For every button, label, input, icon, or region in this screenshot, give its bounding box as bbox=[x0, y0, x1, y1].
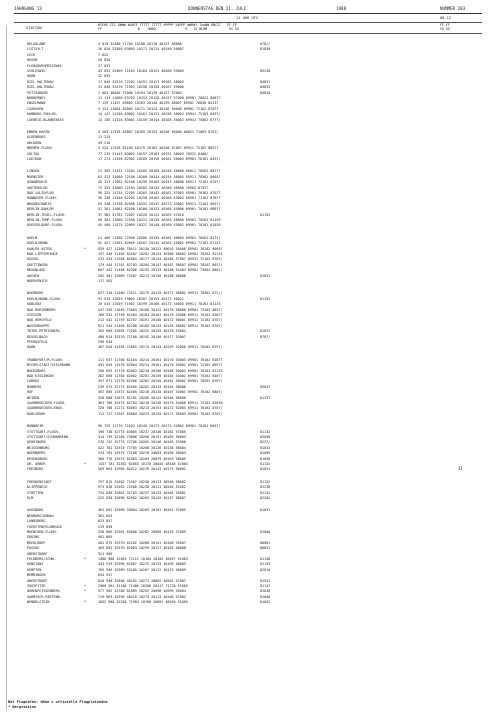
station-name: KLIPPENECK bbox=[27, 485, 48, 490]
observation-code: 157 430 11365 82507 10201 20124 40166 56002 69901 70262 81153 bbox=[98, 252, 223, 256]
station-name: OBERSTDORF bbox=[27, 578, 48, 583]
station-row bbox=[0, 600, 504, 605]
observation-code: 62 313 31660 72100 10200 20144 40154 56005 69911 70562 86037 bbox=[98, 174, 221, 179]
station-name: MANNHEIM bbox=[27, 424, 44, 429]
wind-code: 81132 bbox=[260, 479, 271, 484]
observation-code: 296 626 bbox=[98, 340, 113, 344]
station-name: FRANKFURT/M-FLUGH. bbox=[27, 357, 64, 362]
wind-code: 8237/ bbox=[260, 440, 271, 445]
station-name: DEUSELBACH bbox=[27, 334, 48, 339]
observation-code: 231 434 11958 82004 10177 20144 40166 57007 69931 72162 8707/ bbox=[98, 257, 223, 262]
station-name: MUENCHEN-FLUGH. bbox=[27, 530, 58, 534]
wind-column-header: FF-FF bbox=[440, 23, 450, 27]
mountain-marker: * bbox=[84, 462, 87, 466]
observation-code: 91 513 32659 79603 10207 20153 40172 50021 bbox=[98, 296, 184, 301]
year-label: 1988 bbox=[336, 6, 347, 11]
station-name: ENGELMANN bbox=[27, 101, 46, 106]
wind-code: 83048 bbox=[260, 435, 271, 439]
wind-code: 81238 bbox=[260, 485, 271, 490]
observation-code: 921 544 11460 82208 10165 20143 40154 50002 69911 70162 8707/ bbox=[98, 323, 223, 328]
station-name: MICHELSTADT/VIELBRUNN bbox=[27, 363, 70, 368]
observation-code: 45 400 11575 32009 10227 20140 40166 55002 69901 70162 81830 bbox=[98, 223, 221, 228]
observation-code: 111 637 11760 82104 10214 20161 40170 53003 69901 70162 82877 bbox=[98, 357, 223, 362]
observation-code: 31 046 32470 71903 10196 20150 40167 59006 bbox=[98, 85, 184, 90]
station-name: FREUDENSTADT bbox=[27, 479, 52, 484]
station-row bbox=[0, 157, 504, 162]
observation-code: 839 427 11366 78411 10150 20122 40610 55000 69901 70162 86657 bbox=[98, 246, 223, 251]
station-name: MUENSTER bbox=[27, 174, 44, 179]
station-name: GIESSEN bbox=[27, 313, 42, 317]
observation-code: 11 219 bbox=[98, 135, 111, 140]
station-name: BAD HERSFELD bbox=[27, 318, 52, 323]
station-name: CUXHAVEN bbox=[27, 106, 44, 111]
observation-code: 5 131 11664 83005 10171 20124 40146 56008 69901 72162 87077 bbox=[98, 106, 219, 111]
mountain-marker: * bbox=[84, 584, 87, 588]
side-note: 31 bbox=[458, 466, 463, 471]
wind-code: 8707/ bbox=[260, 334, 271, 339]
observation-code: 17 045 32570 72202 10191 20123 40162 58005 bbox=[98, 79, 184, 84]
observation-code: 269 803 32980 82412 10276 20143 40175 56002 bbox=[98, 467, 186, 472]
station-column-header: STATION bbox=[26, 26, 42, 30]
station-name: NUERNBERG bbox=[27, 451, 46, 456]
station-row bbox=[0, 345, 504, 350]
observation-code: 320 708 11272 82603 10213 20153 40172 52003 69911 70162 8707/ bbox=[98, 406, 223, 411]
observation-code: 50 384 11660 72100 10221 20139 40165 58006 69901 70262 81159 bbox=[98, 218, 221, 222]
station-name: KOELN bbox=[27, 235, 38, 240]
observation-code: 3 203 11318 83807 10165 20153 40158 56008 60021 71065 8767/ bbox=[98, 130, 219, 134]
station-name: KAHLER ASTEN bbox=[27, 246, 52, 251]
observation-code: 522 838 32890 82902 10265 20145 40157 58007 bbox=[98, 496, 186, 500]
observation-code: 810 948 32686 40102 10271 20062 40562 57007 bbox=[98, 578, 186, 583]
wind-code: 81132 bbox=[260, 490, 271, 495]
observation-code: 366 776 32975 81803 10269 20079 40163 58009 bbox=[98, 456, 186, 461]
station-name: OEHRINGEN bbox=[27, 440, 46, 445]
footer-note-altitude: Bei Flughäfen: Höhe = offizielle Flugplatzhöhe bbox=[8, 700, 108, 704]
observation-code: 314 763 32975 72108 10278 20083 40160 58003 bbox=[98, 451, 186, 456]
mountain-marker: * bbox=[84, 557, 87, 561]
wind-code: 81048 bbox=[260, 530, 271, 534]
station-name: STUTTGART/SCHNARRENB. bbox=[27, 435, 70, 439]
station-name: WUERZBURG bbox=[27, 368, 46, 373]
observation-code: 797 815 32602 72407 10230 20123 48546 58002 bbox=[98, 479, 186, 484]
column-header-rule bbox=[14, 33, 482, 34]
station-name: FLENSBURGPREISWIK bbox=[27, 63, 62, 68]
observation-code: 202 501 32069 72307 10213 20150 40168 58006 bbox=[98, 273, 186, 278]
station-name: ERDING bbox=[27, 535, 40, 540]
station-name: HUSUM bbox=[27, 58, 38, 63]
station-name: GOETTINGEN bbox=[27, 262, 48, 267]
station-name: BRAUNSCHWEIG bbox=[27, 201, 52, 206]
observation-code: 36 338 11440 82205 10190 20162 40160 53003 69901 71162 87877 bbox=[98, 196, 221, 201]
station-name: GARMISCH-PARTENK. bbox=[27, 594, 62, 599]
wind-code: 81155 bbox=[260, 212, 271, 217]
station-name: KOELN/BONN-FLUGH. bbox=[27, 296, 62, 301]
observation-code: 265 609 32665 72205 10222 20159 40176 53002 bbox=[98, 329, 186, 334]
mountain-marker: * bbox=[84, 246, 87, 251]
code-column-subheader: FF W HDDD R 12 WLMM VX GG bbox=[98, 27, 239, 31]
station-name: HELGOLAND bbox=[27, 42, 46, 46]
observation-code: 14 147 11256 83602 10161 20131 40158 56002 69941 75163 8497/ bbox=[98, 112, 221, 117]
observation-code: 921 900 bbox=[98, 551, 113, 556]
observation-code: 43 035 32569 72103 10184 20123 40160 59005 bbox=[98, 69, 184, 73]
observation-code: 381 853 bbox=[98, 513, 113, 518]
station-row bbox=[0, 467, 504, 472]
wind-code: 81031 bbox=[260, 508, 271, 513]
observation-code: 1486 908 32463 72111 10184 20103 40557 51003 bbox=[98, 557, 188, 561]
station-name: WEISSENBURG bbox=[27, 445, 50, 450]
observation-code: 1 063 36040 72006 10194 20139 40157 57003 bbox=[98, 90, 182, 95]
mountain-marker: * bbox=[84, 600, 87, 605]
wind-code: 80001 bbox=[260, 540, 271, 545]
station-name: SCHLESWIG bbox=[27, 69, 46, 73]
observation-code: 212 542 11759 82707 10191 20150 40172 56001 69931 72162 8707/ bbox=[98, 318, 223, 323]
wind-code: 82010 bbox=[260, 567, 271, 572]
period-code: 06-12 bbox=[440, 16, 452, 20]
observation-code: 452 649 11570 82804 10214 20161 40170 53002 69901 72162 86577 bbox=[98, 363, 223, 368]
station-name: DUESSELDORF-FLUGH. bbox=[27, 223, 64, 228]
wind-code: 81637 bbox=[260, 329, 271, 334]
wind-code: 81032 bbox=[260, 445, 271, 450]
observation-code: 734 836 32661 32703 10237 20133 40165 53001 bbox=[98, 490, 186, 495]
observation-code: 49 216 bbox=[98, 140, 111, 145]
wind-code: 81148 bbox=[260, 557, 271, 561]
station-name: LUEBECK-BLANKENSEE bbox=[27, 117, 64, 122]
station-name: WEIDEN bbox=[27, 395, 40, 400]
observation-code: 262 658 11764 82002 10201 20159 40164 54002 69901 70162 8407/ bbox=[98, 374, 223, 378]
observation-code: 7 022 bbox=[98, 52, 109, 57]
station-row bbox=[0, 412, 504, 417]
station-name: ULM bbox=[27, 496, 34, 500]
observation-code: 357 671 11770 82306 10202 20150 40161 50002 69901 70262 8707/ bbox=[98, 379, 223, 384]
observation-code: 2960 961 32186 72406 10208 20117 71728 51003 bbox=[98, 584, 188, 588]
station-name: AACHEN bbox=[27, 273, 40, 278]
observation-code: 719 963 32590 40410 10274 20113 40160 57002 bbox=[98, 594, 186, 599]
station-name: EMDEN-HAFEN bbox=[27, 130, 50, 134]
observation-code: 480 615 32570 72708 10192 20150 40177 52007 bbox=[98, 334, 186, 339]
observation-code: 7 129 11457 63603 10163 20140 40159 58007 69901 76036 84137 bbox=[98, 101, 219, 106]
station-name: FREIBURG bbox=[27, 467, 44, 472]
wind-code: 81046 bbox=[260, 594, 271, 599]
observation-code: 519 858 bbox=[98, 524, 113, 529]
observation-code: 276 742 32775 72706 10265 20146 40163 57008 bbox=[98, 440, 186, 445]
observation-code: 977 962 32780 81809 10252 20098 40599 55004 bbox=[98, 589, 186, 594]
wind-code: 678// bbox=[260, 42, 271, 46]
observation-code: 567 685 11975 82405 10216 20110 40167 53003 69901 70162 8807/ bbox=[98, 390, 223, 395]
wind-code: 81132 bbox=[260, 462, 271, 466]
observation-code: 530 866 32962 63006 10282 20089 40153 57009 bbox=[98, 530, 186, 534]
station-name: AHLHORN bbox=[27, 140, 42, 145]
wind-code: 85230 bbox=[260, 69, 271, 73]
observation-code: 70 515 11559 71901 10199 20166 40175 55005 69911 70162 81135 bbox=[98, 302, 221, 307]
station-name: ZUGSPITZE bbox=[27, 584, 46, 588]
wind-code: 84835 bbox=[260, 85, 271, 90]
station-name: PASSAU bbox=[27, 546, 40, 551]
station-name: HANNOVER-FLUGH. bbox=[27, 196, 58, 201]
observation-code: 314 739 32780 73006 10268 20137 40169 56003 bbox=[98, 435, 186, 439]
observation-code: 21 406 11560 72508 10206 20155 40164 56005 69901 70562 8271/ bbox=[98, 235, 221, 240]
station-name: KARLSRUHE bbox=[27, 411, 46, 416]
station-name: FUERSTENFELDBRUCK bbox=[27, 524, 62, 529]
station-name: OSNABRUECK bbox=[27, 180, 48, 185]
observation-code: 623 857 bbox=[98, 519, 113, 524]
station-name: SAARBRUECKEN-FLUGH. bbox=[27, 401, 66, 405]
wind-code: 81831 bbox=[260, 273, 271, 278]
station-name: MEMMINGEN bbox=[27, 573, 46, 578]
station-name: FELDBERG/SCHW. bbox=[27, 557, 56, 561]
observation-code: 12 039 bbox=[98, 74, 111, 79]
wind-code: 81009 bbox=[260, 451, 271, 456]
observation-code: 83 348 11750 82506 10192 20147 40173 53002 69911 72162 8657/ bbox=[98, 201, 221, 206]
station-name: NOERVENICH bbox=[27, 279, 48, 283]
station-name: HOHN bbox=[27, 74, 36, 79]
station-name: OBERSTDORF bbox=[27, 551, 48, 556]
observation-code: 21 305 11432 72204 10205 20160 40156 56006 60011 70562 86277 bbox=[98, 169, 221, 174]
wind-code: 81030 bbox=[260, 456, 271, 461]
observation-code: 17 273 11356 82902 10209 20156 40162 56005 69901 70162 8497/ bbox=[98, 157, 221, 161]
station-name: KOELN/BONN bbox=[27, 241, 48, 246]
station-row bbox=[0, 279, 504, 284]
observation-code: 45 317 11962 82106 10199 20165 40153 58006 69911 72162 8707/ bbox=[98, 180, 221, 185]
station-name: BERLIN-DAHLEM bbox=[27, 207, 54, 212]
station-row bbox=[0, 223, 504, 228]
observation-code: 26 020 32580 63603 10171 20114 40156 56007 bbox=[98, 47, 184, 52]
observation-code: 98 325 11754 72205 10203 20142 40161 57003 69901 70162 87077 bbox=[98, 191, 221, 195]
observation-code: 363 706 42575 62704 10210 20136 40174 54006 69911 73162 83030 bbox=[98, 401, 223, 405]
station-name: MUEHLDORF bbox=[27, 540, 46, 545]
wind-code: 84810 bbox=[260, 90, 271, 95]
observation-code: 37 382 32783 72407 10226 20124 40163 57010 bbox=[98, 212, 184, 217]
observation-code: 443 929 32990 61807 10275 20133 40169 58003 bbox=[98, 562, 186, 567]
subheader-rule bbox=[14, 22, 482, 23]
observation-code: 973 818 32562 72506 10238 20111 48546 51002 bbox=[98, 485, 186, 490]
station-name: GUETERSLOH bbox=[27, 185, 48, 190]
station-name: TRIER-PETRISBERG bbox=[27, 329, 60, 334]
station-name: HOF bbox=[27, 390, 34, 395]
observation-code: 627 510 11580 72511 10179 20119 40171 50002 69911 70362 872// bbox=[98, 291, 223, 296]
wind-code: 84831 bbox=[260, 79, 271, 84]
observation-code: 14 156 11310 83001 10159 20144 40166 56002 69941 75062 8777/ bbox=[98, 117, 221, 122]
station-name: BREMEN-FLUGH. bbox=[27, 146, 54, 151]
observation-code: 92 427 11563 82609 10207 20144 40165 55002 69901 72162 81153 bbox=[98, 241, 221, 246]
wind-code: 80031 bbox=[260, 546, 271, 551]
station-name: GR. ARBER bbox=[27, 462, 46, 466]
station-name: LANDSBERG bbox=[27, 519, 46, 524]
wind-code: 82202 bbox=[260, 496, 271, 500]
wind-code: 81152 bbox=[260, 296, 271, 301]
station-name: BAD LIPPSPRINGE bbox=[27, 252, 58, 256]
station-name: STOETTEN bbox=[27, 490, 44, 495]
observation-code: 117 502 bbox=[98, 279, 113, 283]
observation-code: 487 620 31555 72605 10174 20143 40159 52000 69911 70262 8757/ bbox=[98, 345, 223, 350]
station-name: BAD KISSINGEN bbox=[27, 374, 54, 378]
wind-code: 81147 bbox=[260, 584, 271, 588]
station-name: BAMBERG bbox=[27, 384, 42, 389]
wind-code: 81137 bbox=[260, 395, 271, 400]
observation-code: 401 875 32970 62202 10268 20141 40166 55007 bbox=[98, 540, 186, 545]
observation-code: 462 869 bbox=[98, 535, 113, 540]
station-name: OLDENBURG bbox=[27, 135, 46, 140]
station-name: BERLIN-TEMP-FLUGH. bbox=[27, 218, 64, 222]
wind-code: 81031 bbox=[260, 467, 271, 472]
wind-code: 81531 bbox=[260, 578, 271, 583]
station-name: STUTTGART-FLUGH. bbox=[27, 429, 60, 434]
station-name: KASSEL bbox=[27, 257, 40, 262]
code-column-header: HIEHE III DWWW WOOFF TTTTT TTTTT HPPPP 5APPP WWRWY 7wwWW 8NCCC FF-FF bbox=[98, 23, 237, 27]
observation-code: 409 893 32970 82003 10259 20127 40163 58008 bbox=[98, 546, 186, 551]
station-name: BAD MARIENBERG bbox=[27, 307, 56, 312]
observation-code: 112 727 11567 83004 10223 20155 40171 55003 69901 70162 8707/ bbox=[98, 411, 223, 416]
station-name: KOBLENZ bbox=[27, 302, 42, 307]
header-rule bbox=[14, 13, 482, 14]
station-name: SOLTAU bbox=[27, 151, 40, 156]
station-name: COBURG bbox=[27, 379, 40, 384]
issue-number: NUMMER 203 bbox=[440, 6, 466, 11]
station-name: HOHENPEISSENBERG bbox=[27, 589, 60, 594]
observation-code: 239 675 32775 81605 10202 20113 40164 58006 bbox=[98, 384, 186, 389]
observation-code: 51 381 11662 82208 10200 20133 40160 55006 69901 70162 88877 bbox=[98, 207, 221, 212]
mountain-marker: * bbox=[84, 589, 87, 594]
station-name: LUECHOW bbox=[27, 157, 42, 161]
footer-note-mountain: * Bergstation bbox=[8, 705, 37, 709]
observation-code: 1437 781 32362 62603 10170 20044 48548 52004 bbox=[98, 462, 188, 466]
wind-code: 81132 bbox=[260, 429, 271, 434]
observation-code: 77 235 31445 83002 10197 20163 40152 58003 70522 8400/ bbox=[98, 151, 209, 156]
station-name: BRAUNLAGE bbox=[27, 268, 46, 273]
observation-code: 20 026 bbox=[98, 58, 111, 63]
observation-code: 438 688 32675 82701 10205 20122 40164 56006 bbox=[98, 395, 186, 400]
observation-code: 547 526 11649 72004 10168 20122 40170 58006 69901 73162 8637/ bbox=[98, 307, 223, 312]
time-label: 12 UHR UTC bbox=[236, 16, 259, 20]
observation-code: 72 323 31660 72104 10205 20132 40160 56006 70562 87537 bbox=[98, 185, 209, 190]
station-row bbox=[0, 496, 504, 501]
station-name: LISTSYLT bbox=[27, 47, 44, 52]
wind-column-subheader: VX GG bbox=[440, 27, 450, 31]
observation-code: 634 947 bbox=[98, 573, 113, 578]
station-name: KONSTANZ bbox=[27, 562, 44, 567]
station-name: PFERDSFELD bbox=[27, 340, 48, 344]
observation-code: 11 113 11660 63703 10153 20128 40157 57008 69901 76022 86877 bbox=[98, 96, 221, 100]
station-name: KIEL-HOLTENAU bbox=[27, 79, 54, 84]
wind-code: 81052 bbox=[260, 600, 271, 605]
station-name: REGENSBURG bbox=[27, 456, 48, 461]
observation-code: 27 033 bbox=[98, 63, 111, 68]
station-name: LECK bbox=[27, 52, 36, 57]
station-name: HAHN bbox=[27, 345, 36, 350]
station-name: KIEL-HOLTENAU bbox=[27, 85, 54, 90]
observation-code: 3 224 11328 82104 10179 20162 40158 57007 69911 72162 86577 bbox=[98, 146, 219, 151]
observation-code: 179 444 11761 82703 10204 20147 40167 58007 69901 70262 8637/ bbox=[98, 262, 223, 267]
observation-code: 607 452 11468 82306 10155 20133 40168 51003 69901 73062 8807/ bbox=[98, 268, 223, 273]
observation-code: 166 532 11750 81504 10184 20167 40176 53006 69911 70162 83077 bbox=[98, 313, 223, 317]
observation-code: 422 781 32975 72705 10268 20126 40156 56004 bbox=[98, 445, 186, 450]
station-name: LINGEN bbox=[27, 169, 40, 174]
station-name: BAD SALZUFLEN bbox=[27, 191, 54, 195]
wind-code: 81143 bbox=[260, 562, 271, 567]
observation-code: 705 946 32989 53105 10267 20122 40174 56009 bbox=[98, 567, 186, 572]
station-name: KEMPTEN bbox=[27, 567, 42, 572]
wind-code: 83037 bbox=[260, 384, 271, 389]
station-name: SAARBRUECKEN-ENSH. bbox=[27, 406, 64, 411]
station-name: NUERBURG bbox=[27, 291, 44, 296]
station-name: BERLIN-TEGEL-FLUGH. bbox=[27, 212, 66, 217]
wind-code: 81038 bbox=[260, 589, 271, 594]
volume-label: JAHRGANG 13 bbox=[14, 6, 42, 11]
date-label: DONNERSTAG DEN 21. JULI bbox=[188, 6, 246, 11]
station-row bbox=[0, 118, 504, 123]
observation-code: 4 015 32480 71704 10180 20110 40157 58008 bbox=[98, 42, 182, 46]
station-name: AUGSBURG bbox=[27, 508, 44, 513]
observation-code: 1832 980 32284 72904 10190 20091 48550 51003 bbox=[98, 600, 188, 605]
wind-code: 81830 bbox=[260, 47, 271, 52]
station-name: HAMBURG-FUHLSB. bbox=[27, 112, 58, 117]
station-name: NORDERNEY bbox=[27, 96, 46, 100]
observation-code: 461 852 32980 33004 10269 20107 40161 57005 bbox=[98, 508, 186, 513]
observation-code: 396 738 32775 83005 10237 20136 40161 57005 bbox=[98, 429, 186, 434]
station-name: WENDELSTEIN bbox=[27, 600, 50, 605]
station-name: WASSERKUPPE bbox=[27, 323, 50, 328]
station-name: NEUBURG/DONAU bbox=[27, 513, 54, 518]
observation-code: 96 729 11770 72203 10240 20173 40173 54002 69901 70162 8057/ bbox=[98, 424, 221, 429]
observation-code: 268 655 11770 82603 10210 20166 40168 50002 69901 70162 81153 bbox=[98, 368, 223, 373]
station-name: PUTTGARDEN bbox=[27, 90, 48, 95]
